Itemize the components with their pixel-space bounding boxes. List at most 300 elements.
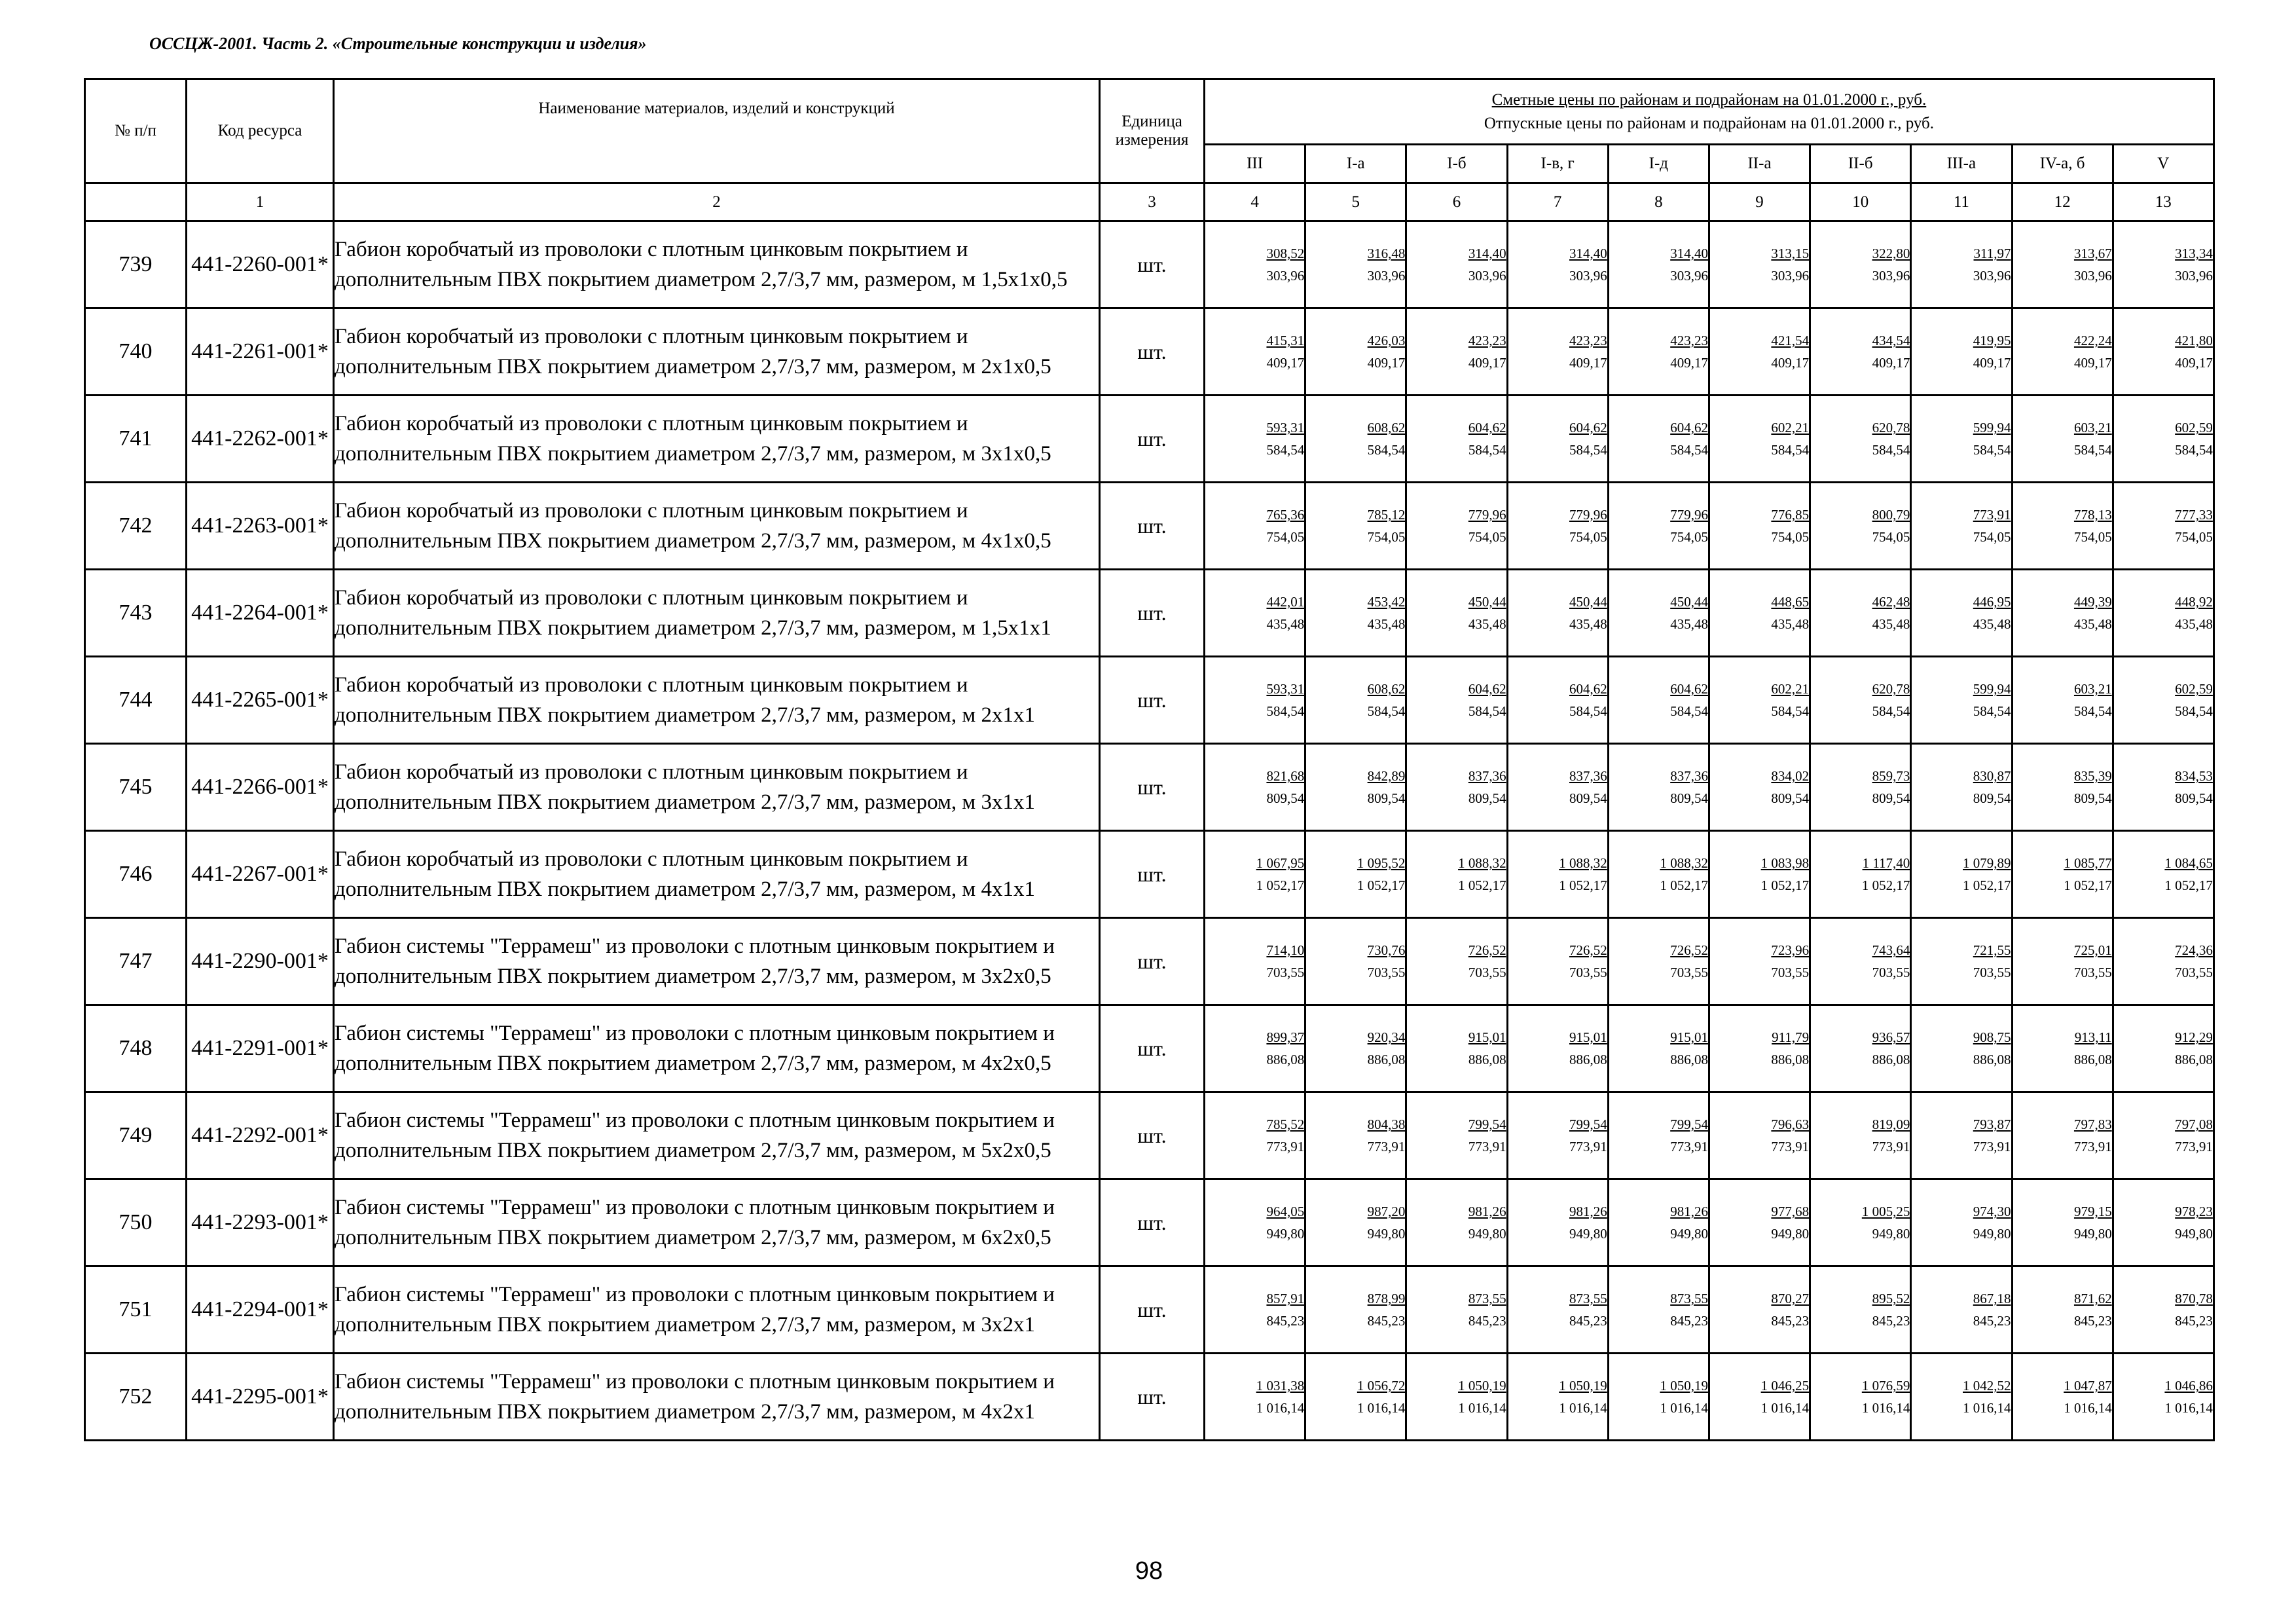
price-cell bbox=[2113, 570, 2214, 657]
estimated-price: 778,13 bbox=[2073, 507, 2112, 523]
row-number-cell: 743 bbox=[85, 570, 187, 657]
resource-code-cell: 441-2263-001* bbox=[187, 483, 334, 570]
release-price: 435,48 bbox=[1771, 616, 1810, 632]
estimated-price: 316,48 bbox=[1367, 246, 1406, 261]
price-cell bbox=[2113, 1266, 2214, 1354]
price-cell bbox=[1406, 308, 1507, 396]
price-cell bbox=[1810, 1179, 1911, 1266]
price-cell bbox=[1507, 483, 1608, 570]
price-cell bbox=[1507, 1179, 1608, 1266]
price-cell bbox=[2113, 1092, 2214, 1179]
release-price: 886,08 bbox=[1468, 1052, 1506, 1067]
price-table bbox=[84, 78, 2215, 1441]
estimated-price: 1 005,25 bbox=[1861, 1204, 1910, 1219]
estimated-price: 421,80 bbox=[2175, 333, 2213, 348]
price-cell bbox=[1709, 1179, 1810, 1266]
release-price: 845,23 bbox=[1670, 1313, 1708, 1329]
estimated-price: 821,68 bbox=[1266, 768, 1305, 784]
price-cell bbox=[1810, 1354, 1911, 1441]
price-cell bbox=[1205, 1092, 1305, 1179]
item-name-cell: Габион коробчатый из проволоки с плотным цинковым покрытием и дополнительным ПВХ покрытием диаметром 2,7/3,7 мм, размером, м 1,5х1х1 bbox=[334, 570, 1100, 657]
release-price: 435,48 bbox=[1872, 616, 1910, 632]
estimated-price: 604,62 bbox=[1670, 681, 1708, 697]
price-cell bbox=[2113, 918, 2214, 1005]
header-prices-release: Отпускные цены по районам и подрайонам на 01.01.2000 г., руб. bbox=[1484, 114, 1935, 132]
estimated-price: 799,54 bbox=[1670, 1116, 1708, 1132]
release-price: 409,17 bbox=[2175, 355, 2213, 371]
release-price: 584,54 bbox=[1973, 442, 2011, 458]
row-number-cell: 746 bbox=[85, 831, 187, 918]
estimated-price: 602,21 bbox=[1771, 420, 1810, 435]
estimated-price: 1 083,98 bbox=[1760, 855, 1810, 871]
release-price: 584,54 bbox=[1367, 703, 1406, 719]
release-price: 584,54 bbox=[2073, 703, 2112, 719]
release-price: 886,08 bbox=[1670, 1052, 1708, 1067]
price-cell bbox=[2113, 1005, 2214, 1092]
price-cell bbox=[1406, 1092, 1507, 1179]
price-cell bbox=[2113, 308, 2214, 396]
release-price: 845,23 bbox=[1973, 1313, 2011, 1329]
price-cell bbox=[2113, 744, 2214, 831]
region-header: I-б bbox=[1406, 145, 1507, 183]
release-price: 809,54 bbox=[1771, 790, 1810, 806]
estimated-price: 799,54 bbox=[1468, 1116, 1506, 1132]
resource-code-cell: 441-2293-001* bbox=[187, 1179, 334, 1266]
estimated-price: 726,52 bbox=[1569, 942, 1607, 958]
release-price: 809,54 bbox=[1973, 790, 2011, 806]
release-price: 845,23 bbox=[2175, 1313, 2213, 1329]
price-cell bbox=[1406, 1266, 1507, 1354]
release-price: 754,05 bbox=[2175, 529, 2213, 545]
estimated-price: 1 076,59 bbox=[1861, 1378, 1910, 1393]
release-price: 1 052,17 bbox=[1861, 877, 1910, 893]
release-price: 584,54 bbox=[1468, 442, 1506, 458]
region-header: III bbox=[1205, 145, 1305, 183]
release-price: 773,91 bbox=[1367, 1139, 1406, 1154]
estimated-price: 1 042,52 bbox=[1963, 1378, 2011, 1393]
estimated-price: 604,62 bbox=[1468, 681, 1506, 697]
price-cell bbox=[1911, 831, 2012, 918]
estimated-price: 1 067,95 bbox=[1256, 855, 1305, 871]
price-cell bbox=[2012, 396, 2113, 483]
release-price: 886,08 bbox=[1569, 1052, 1607, 1067]
price-cell bbox=[1305, 744, 1406, 831]
column-number: 10 bbox=[1810, 183, 1911, 221]
estimated-price: 779,96 bbox=[1468, 507, 1506, 523]
estimated-price: 1 047,87 bbox=[2064, 1378, 2112, 1393]
table-row bbox=[85, 483, 2214, 570]
price-cell bbox=[1507, 396, 1608, 483]
release-price: 949,80 bbox=[1771, 1226, 1810, 1242]
price-cell bbox=[1608, 657, 1709, 744]
release-price: 435,48 bbox=[1367, 616, 1406, 632]
release-price: 1 016,14 bbox=[1357, 1400, 1406, 1416]
table-row bbox=[85, 221, 2214, 308]
header-row-top bbox=[85, 79, 2214, 145]
release-price: 303,96 bbox=[1569, 268, 1607, 284]
price-cell bbox=[1305, 1179, 1406, 1266]
price-cell bbox=[1810, 918, 1911, 1005]
release-price: 1 016,14 bbox=[1559, 1400, 1607, 1416]
table-row bbox=[85, 1354, 2214, 1441]
estimated-price: 987,20 bbox=[1367, 1204, 1406, 1219]
release-price: 435,48 bbox=[2073, 616, 2112, 632]
estimated-price: 871,62 bbox=[2073, 1291, 2112, 1306]
row-number-cell: 745 bbox=[85, 744, 187, 831]
estimated-price: 725,01 bbox=[2073, 942, 2112, 958]
column-number: 7 bbox=[1507, 183, 1608, 221]
price-cell bbox=[2012, 744, 2113, 831]
release-price: 584,54 bbox=[2175, 442, 2213, 458]
estimated-price: 1 117,40 bbox=[1862, 855, 1910, 871]
release-price: 1 052,17 bbox=[1660, 877, 1708, 893]
header-unit: Единица измерения bbox=[1100, 79, 1205, 183]
price-cell bbox=[1608, 744, 1709, 831]
item-name-cell: Габион коробчатый из проволоки с плотным цинковым покрытием и дополнительным ПВХ покрытием диаметром 2,7/3,7 мм, размером, м 4х1х0,5 bbox=[334, 483, 1100, 570]
estimated-price: 873,55 bbox=[1468, 1291, 1506, 1306]
estimated-price: 449,39 bbox=[2073, 594, 2112, 610]
estimated-price: 981,26 bbox=[1468, 1204, 1506, 1219]
release-price: 584,54 bbox=[1367, 442, 1406, 458]
column-number: 1 bbox=[187, 183, 334, 221]
estimated-price: 313,15 bbox=[1771, 246, 1810, 261]
price-cell bbox=[1205, 1266, 1305, 1354]
estimated-price: 936,57 bbox=[1872, 1029, 1910, 1045]
price-cell bbox=[1507, 918, 1608, 1005]
price-cell bbox=[1608, 1005, 1709, 1092]
item-name-cell: Габион системы "Террамеш" из проволоки с плотным цинковым покрытием и дополнительным ПВХ покрытием диаметром 2,7/3,7 мм, размером, м 4х2х0,5 bbox=[334, 1005, 1100, 1092]
price-cell bbox=[1305, 831, 1406, 918]
price-cell bbox=[1608, 221, 1709, 308]
estimated-price: 721,55 bbox=[1973, 942, 2011, 958]
price-cell bbox=[2113, 1179, 2214, 1266]
release-price: 845,23 bbox=[1468, 1313, 1506, 1329]
estimated-price: 837,36 bbox=[1569, 768, 1607, 784]
price-cell bbox=[2012, 831, 2113, 918]
estimated-price: 313,67 bbox=[2073, 246, 2112, 261]
estimated-price: 604,62 bbox=[1569, 420, 1607, 435]
estimated-price: 1 050,19 bbox=[1458, 1378, 1506, 1393]
price-cell bbox=[1608, 918, 1709, 1005]
estimated-price: 419,95 bbox=[1973, 333, 2011, 348]
price-cell bbox=[1810, 744, 1911, 831]
price-cell bbox=[1810, 570, 1911, 657]
price-cell bbox=[1608, 483, 1709, 570]
column-number-empty bbox=[85, 183, 187, 221]
price-cell bbox=[1205, 570, 1305, 657]
estimated-price: 867,18 bbox=[1973, 1291, 2011, 1306]
estimated-price: 423,23 bbox=[1468, 333, 1506, 348]
price-cell bbox=[1507, 1092, 1608, 1179]
estimated-price: 462,48 bbox=[1872, 594, 1910, 610]
estimated-price: 1 056,72 bbox=[1357, 1378, 1406, 1393]
price-cell bbox=[1406, 918, 1507, 1005]
release-price: 809,54 bbox=[1872, 790, 1910, 806]
release-price: 703,55 bbox=[1973, 965, 2011, 980]
release-price: 1 016,14 bbox=[1861, 1400, 1910, 1416]
release-price: 809,54 bbox=[1266, 790, 1305, 806]
estimated-price: 777,33 bbox=[2175, 507, 2213, 523]
release-price: 409,17 bbox=[2073, 355, 2112, 371]
release-price: 845,23 bbox=[1771, 1313, 1810, 1329]
price-cell bbox=[1205, 221, 1305, 308]
price-cell bbox=[1608, 1354, 1709, 1441]
price-cell bbox=[2012, 221, 2113, 308]
estimated-price: 974,30 bbox=[1973, 1204, 2011, 1219]
table-row bbox=[85, 744, 2214, 831]
estimated-price: 421,54 bbox=[1771, 333, 1810, 348]
estimated-price: 1 088,32 bbox=[1458, 855, 1506, 871]
estimated-price: 322,80 bbox=[1872, 246, 1910, 261]
release-price: 1 052,17 bbox=[2064, 877, 2112, 893]
row-number-cell: 750 bbox=[85, 1179, 187, 1266]
estimated-price: 620,78 bbox=[1872, 420, 1910, 435]
estimated-price: 730,76 bbox=[1367, 942, 1406, 958]
table-row bbox=[85, 570, 2214, 657]
release-price: 303,96 bbox=[2073, 268, 2112, 284]
release-price: 303,96 bbox=[1771, 268, 1810, 284]
release-price: 1 052,17 bbox=[1760, 877, 1810, 893]
release-price: 703,55 bbox=[1367, 965, 1406, 980]
row-number-cell: 740 bbox=[85, 308, 187, 396]
estimated-price: 870,78 bbox=[2175, 1291, 2213, 1306]
estimated-price: 620,78 bbox=[1872, 681, 1910, 697]
unit-cell: шт. bbox=[1100, 1354, 1205, 1441]
row-number-cell: 749 bbox=[85, 1092, 187, 1179]
estimated-price: 779,96 bbox=[1569, 507, 1607, 523]
column-number: 13 bbox=[2113, 183, 2214, 221]
estimated-price: 442,01 bbox=[1266, 594, 1305, 610]
price-cell bbox=[1709, 396, 1810, 483]
release-price: 845,23 bbox=[1872, 1313, 1910, 1329]
price-cell bbox=[2113, 657, 2214, 744]
estimated-price: 899,37 bbox=[1266, 1029, 1305, 1045]
region-header: I-а bbox=[1305, 145, 1406, 183]
column-number: 11 bbox=[1911, 183, 2012, 221]
release-price: 1 016,14 bbox=[1458, 1400, 1506, 1416]
estimated-price: 450,44 bbox=[1569, 594, 1607, 610]
release-price: 584,54 bbox=[1266, 442, 1305, 458]
price-cell bbox=[2012, 308, 2113, 396]
estimated-price: 453,42 bbox=[1367, 594, 1406, 610]
price-cell bbox=[1205, 1005, 1305, 1092]
estimated-price: 830,87 bbox=[1973, 768, 2011, 784]
table-body bbox=[85, 221, 2214, 1441]
price-cell bbox=[1507, 308, 1608, 396]
release-price: 1 052,17 bbox=[2164, 877, 2213, 893]
price-cell bbox=[1911, 1266, 2012, 1354]
price-cell bbox=[1911, 570, 2012, 657]
release-price: 584,54 bbox=[1771, 442, 1810, 458]
estimated-price: 796,63 bbox=[1771, 1116, 1810, 1132]
price-cell bbox=[1507, 1005, 1608, 1092]
price-cell bbox=[1911, 1354, 2012, 1441]
release-price: 754,05 bbox=[1468, 529, 1506, 545]
row-number-cell: 752 bbox=[85, 1354, 187, 1441]
release-price: 773,91 bbox=[1670, 1139, 1708, 1154]
release-price: 703,55 bbox=[1771, 965, 1810, 980]
release-price: 303,96 bbox=[1872, 268, 1910, 284]
release-price: 886,08 bbox=[1872, 1052, 1910, 1067]
estimated-price: 1 084,65 bbox=[2164, 855, 2213, 871]
estimated-price: 726,52 bbox=[1670, 942, 1708, 958]
price-cell bbox=[1406, 831, 1507, 918]
header-row-number: № п/п bbox=[85, 79, 187, 183]
row-number-cell: 742 bbox=[85, 483, 187, 570]
table-row bbox=[85, 918, 2214, 1005]
price-cell bbox=[1507, 570, 1608, 657]
estimated-price: 602,59 bbox=[2175, 681, 2213, 697]
unit-cell: шт. bbox=[1100, 831, 1205, 918]
release-price: 584,54 bbox=[2073, 442, 2112, 458]
price-cell bbox=[1911, 918, 2012, 1005]
release-price: 773,91 bbox=[2175, 1139, 2213, 1154]
unit-cell: шт. bbox=[1100, 918, 1205, 1005]
release-price: 703,55 bbox=[2175, 965, 2213, 980]
release-price: 773,91 bbox=[1266, 1139, 1305, 1154]
estimated-price: 423,23 bbox=[1670, 333, 1708, 348]
release-price: 754,05 bbox=[1367, 529, 1406, 545]
estimated-price: 448,65 bbox=[1771, 594, 1810, 610]
release-price: 435,48 bbox=[1973, 616, 2011, 632]
table-row bbox=[85, 1092, 2214, 1179]
header-item-name: Наименование материалов, изделий и конструкций bbox=[334, 79, 1100, 183]
estimated-price: 723,96 bbox=[1771, 942, 1810, 958]
estimated-price: 450,44 bbox=[1670, 594, 1708, 610]
price-cell bbox=[1507, 831, 1608, 918]
unit-cell: шт. bbox=[1100, 1179, 1205, 1266]
table-row bbox=[85, 1179, 2214, 1266]
price-cell bbox=[2012, 918, 2113, 1005]
price-cell bbox=[1709, 1354, 1810, 1441]
price-cell bbox=[1406, 1179, 1507, 1266]
price-cell bbox=[1305, 918, 1406, 1005]
price-cell bbox=[1608, 1092, 1709, 1179]
release-price: 754,05 bbox=[1569, 529, 1607, 545]
estimated-price: 314,40 bbox=[1670, 246, 1708, 261]
price-cell bbox=[2113, 831, 2214, 918]
price-cell bbox=[1709, 918, 1810, 1005]
price-cell bbox=[1709, 308, 1810, 396]
resource-code-cell: 441-2262-001* bbox=[187, 396, 334, 483]
release-price: 584,54 bbox=[1872, 703, 1910, 719]
release-price: 584,54 bbox=[1266, 703, 1305, 719]
price-cell bbox=[2113, 396, 2214, 483]
price-cell bbox=[1205, 1354, 1305, 1441]
release-price: 949,80 bbox=[2073, 1226, 2112, 1242]
release-price: 949,80 bbox=[1468, 1226, 1506, 1242]
table-row bbox=[85, 1266, 2214, 1354]
item-name-cell: Габион системы "Террамеш" из проволоки с плотным цинковым покрытием и дополнительным ПВХ покрытием диаметром 2,7/3,7 мм, размером, м 3х2х0,5 bbox=[334, 918, 1100, 1005]
price-cell bbox=[2012, 657, 2113, 744]
page-number: 98 bbox=[1135, 1557, 1163, 1585]
item-name-cell: Габион коробчатый из проволоки с плотным цинковым покрытием и дополнительным ПВХ покрытием диаметром 2,7/3,7 мм, размером, м 2х1х1 bbox=[334, 657, 1100, 744]
release-price: 703,55 bbox=[2073, 965, 2112, 980]
release-price: 754,05 bbox=[1670, 529, 1708, 545]
estimated-price: 1 046,86 bbox=[2164, 1378, 2213, 1393]
price-cell bbox=[2012, 1354, 2113, 1441]
release-price: 773,91 bbox=[1771, 1139, 1810, 1154]
release-price: 773,91 bbox=[1468, 1139, 1506, 1154]
release-price: 949,80 bbox=[1367, 1226, 1406, 1242]
estimated-price: 915,01 bbox=[1569, 1029, 1607, 1045]
estimated-price: 593,31 bbox=[1266, 681, 1305, 697]
estimated-price: 448,92 bbox=[2175, 594, 2213, 610]
release-price: 584,54 bbox=[1670, 703, 1708, 719]
release-price: 886,08 bbox=[1367, 1052, 1406, 1067]
release-price: 886,08 bbox=[1973, 1052, 2011, 1067]
unit-cell: шт. bbox=[1100, 570, 1205, 657]
release-price: 703,55 bbox=[1266, 965, 1305, 980]
unit-cell: шт. bbox=[1100, 1092, 1205, 1179]
price-cell bbox=[1406, 570, 1507, 657]
price-cell bbox=[1709, 1005, 1810, 1092]
price-cell bbox=[1608, 1179, 1709, 1266]
table-row bbox=[85, 396, 2214, 483]
estimated-price: 311,97 bbox=[1973, 246, 2011, 261]
estimated-price: 837,36 bbox=[1670, 768, 1708, 784]
column-number: 5 bbox=[1305, 183, 1406, 221]
table-row bbox=[85, 1005, 2214, 1092]
release-price: 303,96 bbox=[1468, 268, 1506, 284]
price-cell bbox=[1911, 483, 2012, 570]
price-cell bbox=[1406, 483, 1507, 570]
estimated-price: 314,40 bbox=[1569, 246, 1607, 261]
price-cell bbox=[1507, 657, 1608, 744]
resource-code-cell: 441-2292-001* bbox=[187, 1092, 334, 1179]
estimated-price: 797,83 bbox=[2073, 1116, 2112, 1132]
region-header: I-д bbox=[1608, 145, 1709, 183]
release-price: 773,91 bbox=[1569, 1139, 1607, 1154]
estimated-price: 426,03 bbox=[1367, 333, 1406, 348]
price-cell bbox=[1709, 570, 1810, 657]
estimated-price: 912,29 bbox=[2175, 1029, 2213, 1045]
estimated-price: 1 085,77 bbox=[2064, 855, 2112, 871]
release-price: 949,80 bbox=[1973, 1226, 2011, 1242]
item-name-cell: Габион коробчатый из проволоки с плотным цинковым покрытием и дополнительным ПВХ покрытием диаметром 2,7/3,7 мм, размером, м 3х1х0,5 bbox=[334, 396, 1100, 483]
item-name-cell: Габион коробчатый из проволоки с плотным цинковым покрытием и дополнительным ПВХ покрытием диаметром 2,7/3,7 мм, размером, м 1,5х1х0,5 bbox=[334, 221, 1100, 308]
estimated-price: 314,40 bbox=[1468, 246, 1506, 261]
column-number: 9 bbox=[1709, 183, 1810, 221]
release-price: 584,54 bbox=[1569, 703, 1607, 719]
estimated-price: 308,52 bbox=[1266, 246, 1305, 261]
estimated-price: 857,91 bbox=[1266, 1291, 1305, 1306]
release-price: 773,91 bbox=[1872, 1139, 1910, 1154]
price-cell bbox=[1507, 221, 1608, 308]
unit-cell: шт. bbox=[1100, 308, 1205, 396]
release-price: 949,80 bbox=[1569, 1226, 1607, 1242]
estimated-price: 313,34 bbox=[2175, 246, 2213, 261]
estimated-price: 446,95 bbox=[1973, 594, 2011, 610]
item-name-cell: Габион системы "Террамеш" из проволоки с плотным цинковым покрытием и дополнительным ПВХ покрытием диаметром 2,7/3,7 мм, размером, м 5х2х0,5 bbox=[334, 1092, 1100, 1179]
price-cell bbox=[1305, 570, 1406, 657]
price-cell bbox=[1507, 1266, 1608, 1354]
price-cell bbox=[1911, 396, 2012, 483]
item-name-cell: Габион коробчатый из проволоки с плотным цинковым покрытием и дополнительным ПВХ покрытием диаметром 2,7/3,7 мм, размером, м 3х1х1 bbox=[334, 744, 1100, 831]
column-number: 3 bbox=[1100, 183, 1205, 221]
price-cell bbox=[2012, 483, 2113, 570]
price-cell bbox=[1205, 1179, 1305, 1266]
estimated-price: 608,62 bbox=[1367, 681, 1406, 697]
estimated-price: 800,79 bbox=[1872, 507, 1910, 523]
release-price: 754,05 bbox=[1872, 529, 1910, 545]
release-price: 1 016,14 bbox=[1963, 1400, 2011, 1416]
row-number-cell: 747 bbox=[85, 918, 187, 1005]
estimated-price: 785,52 bbox=[1266, 1116, 1305, 1132]
release-price: 409,17 bbox=[1468, 355, 1506, 371]
estimated-price: 911,79 bbox=[1772, 1029, 1810, 1045]
price-cell bbox=[1810, 1005, 1911, 1092]
